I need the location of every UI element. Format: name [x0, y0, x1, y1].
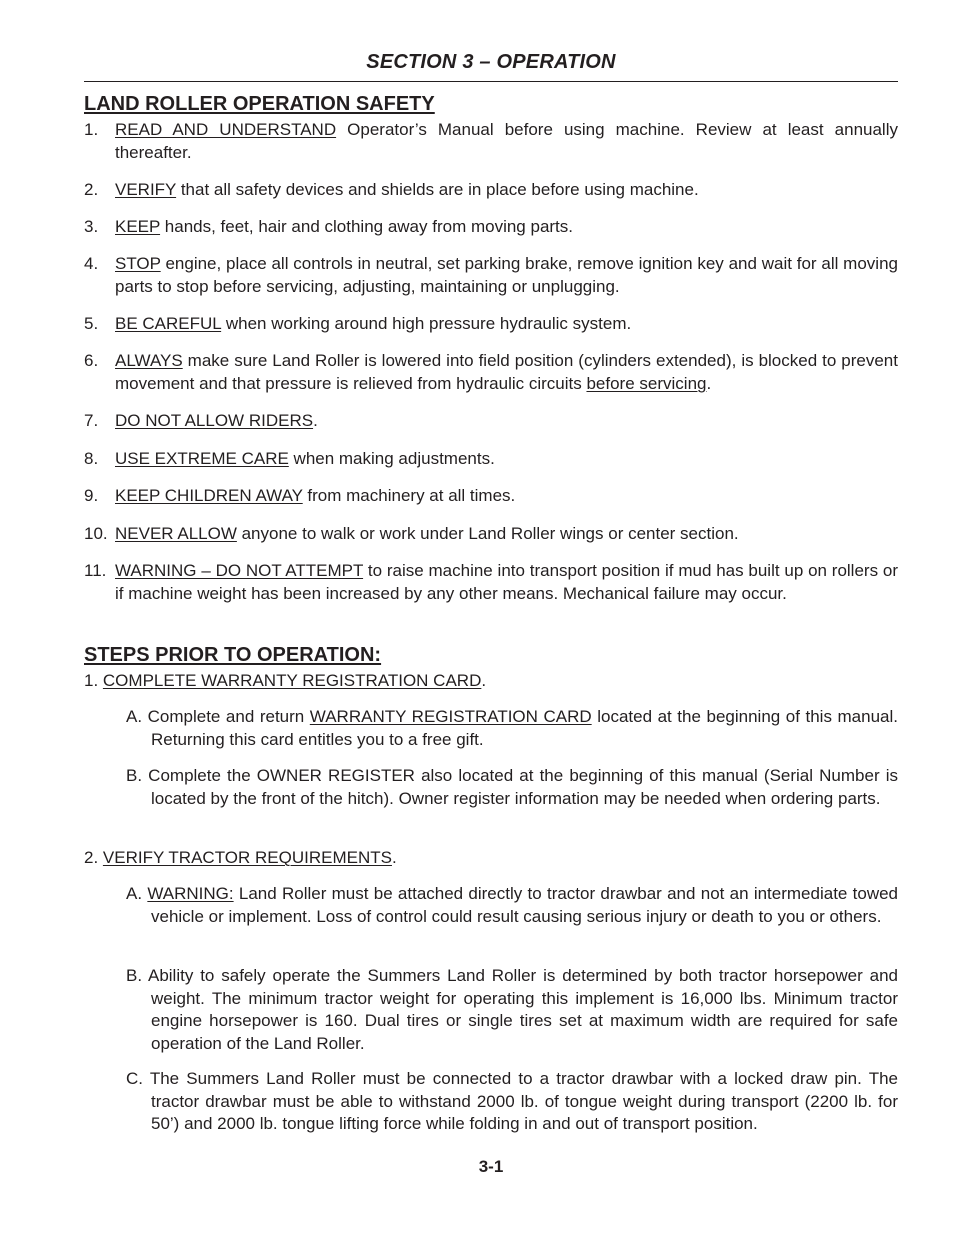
item-number: 10. — [84, 524, 108, 543]
item-keyword: KEEP CHILDREN AWAY — [115, 486, 303, 505]
item-text-2: . — [706, 373, 712, 393]
item-text: that all safety devices and shields are in place before using machine. — [176, 180, 699, 199]
step-end: . — [391, 848, 397, 867]
step-2a — [126, 883, 898, 928]
header-rule — [84, 81, 898, 82]
item-keyword-2: before servicing — [586, 373, 707, 393]
safety-item-1 — [84, 119, 898, 164]
sub-keyword: WARRANTY REGISTRATION CARD — [309, 707, 592, 726]
item-number: 11. — [84, 561, 107, 580]
sub-text: located at the beginning of this manual. Returning this card entitles you to a free gift. — [151, 707, 898, 749]
safety-heading: LAND ROLLER OPERATION SAFETY — [84, 93, 435, 115]
step-1a — [126, 706, 898, 751]
item-keyword: ALWAYS — [115, 351, 183, 370]
item-number: 1. — [84, 120, 99, 139]
safety-item-3 — [84, 216, 898, 239]
sub-text: Land Roller must be attached directly to tractor drawbar and not an intermediate towed vehicle or implement. Loss of control could result causing serious injury or death to you or others. — [151, 884, 899, 926]
item-keyword: WARNING – DO NOT ATTEMPT — [115, 561, 364, 580]
step-label: VERIFY TRACTOR REQUIREMENTS — [102, 848, 392, 867]
sub-keyword: WARNING: — [147, 884, 234, 903]
step-2b: B. Ability to safely operate the Summers Land Roller is determined by both tractor horsepower and weight. The minimum tractor weight for operating this implement is 16,000 lbs. Minimum tractor engine horsepower is 160. Dual tires or single tires set at maximum width are required for safe operation of the Land Roller. — [126, 966, 898, 1053]
item-number: 7. — [84, 411, 99, 430]
item-keyword: KEEP — [115, 217, 161, 236]
item-text: Operator’s Manual before using machine. Review at least annually thereafter. — [115, 120, 898, 162]
item-text: anyone to walk or work under Land Roller wings or center section. — [236, 524, 739, 543]
safety-item-11 — [84, 560, 898, 605]
item-number: 2. — [84, 180, 99, 199]
item-keyword: USE EXTREME CARE — [115, 449, 289, 468]
item-text: make sure Land Roller is lowered into field position (cylinders extended), is blocked to prevent movement and that pressure is relieved from hydraulic circuits — [115, 351, 898, 393]
step-2 — [84, 847, 397, 870]
safety-item-2 — [84, 179, 898, 202]
steps-heading: STEPS PRIOR TO OPERATION: — [84, 644, 382, 666]
page-number: 3-1 — [478, 1157, 504, 1176]
safety-item-8 — [84, 448, 898, 471]
safety-item-9 — [84, 485, 898, 508]
item-number: 3. — [84, 217, 99, 236]
item-keyword: NEVER ALLOW — [115, 524, 237, 543]
item-text: when making adjustments. — [288, 449, 495, 468]
safety-item-6 — [84, 350, 898, 395]
item-number: 6. — [84, 351, 99, 370]
step-number: 2. — [84, 848, 103, 867]
step-2c: C. The Summers Land Roller must be connected to a tractor drawbar with a locked draw pin. The tractor drawbar must be able to withstand 2000 lb. of tongue weight during transport (2200 lb. for 50’) and 2000 lb. tongue lifting force while folding in and out of transport position. — [126, 1069, 898, 1133]
item-number: 4. — [84, 254, 99, 273]
item-keyword: VERIFY — [115, 180, 177, 199]
item-keyword: BE CAREFUL — [115, 314, 222, 333]
item-keyword: STOP — [115, 254, 161, 273]
sub-prefix: A. — [126, 884, 148, 903]
item-number: 5. — [84, 314, 99, 333]
safety-item-4 — [84, 253, 898, 298]
item-text: when working around high pressure hydraulic system. — [221, 314, 632, 333]
item-text: hands, feet, hair and clothing away from moving parts. — [160, 217, 574, 236]
item-text: . — [313, 411, 318, 430]
step-number: 1. — [84, 671, 103, 690]
section-title: SECTION 3 – OPERATION — [366, 51, 616, 73]
step-1b: B. Complete the OWNER REGISTER also located at the beginning of this manual (Serial Number is located by the front of the hitch). Owner register information may be needed when ordering parts. — [126, 766, 898, 808]
item-text: from machinery at all times. — [302, 486, 516, 505]
item-keyword: DO NOT ALLOW RIDERS — [115, 411, 314, 430]
step-1 — [84, 670, 486, 693]
item-keyword: READ AND UNDERSTAND — [115, 120, 337, 139]
step-end: . — [481, 671, 487, 690]
item-text: engine, place all controls in neutral, set parking brake, remove ignition key and wait for all moving parts to stop before servicing, adjusting, maintaining or unplugging. — [115, 254, 898, 296]
item-text: to raise machine into transport position if mud has built up on rollers or if machine weight has been increased by any other means. Mechanical failure may occur. — [115, 561, 898, 603]
safety-item-7 — [84, 410, 898, 433]
safety-item-5 — [84, 313, 898, 336]
sub-prefix: A. Complete and return — [126, 707, 310, 726]
item-number: 8. — [84, 449, 99, 468]
safety-item-10 — [84, 523, 898, 546]
step-label: COMPLETE WARRANTY REGISTRATION CARD — [102, 671, 482, 690]
item-number: 9. — [84, 486, 99, 505]
